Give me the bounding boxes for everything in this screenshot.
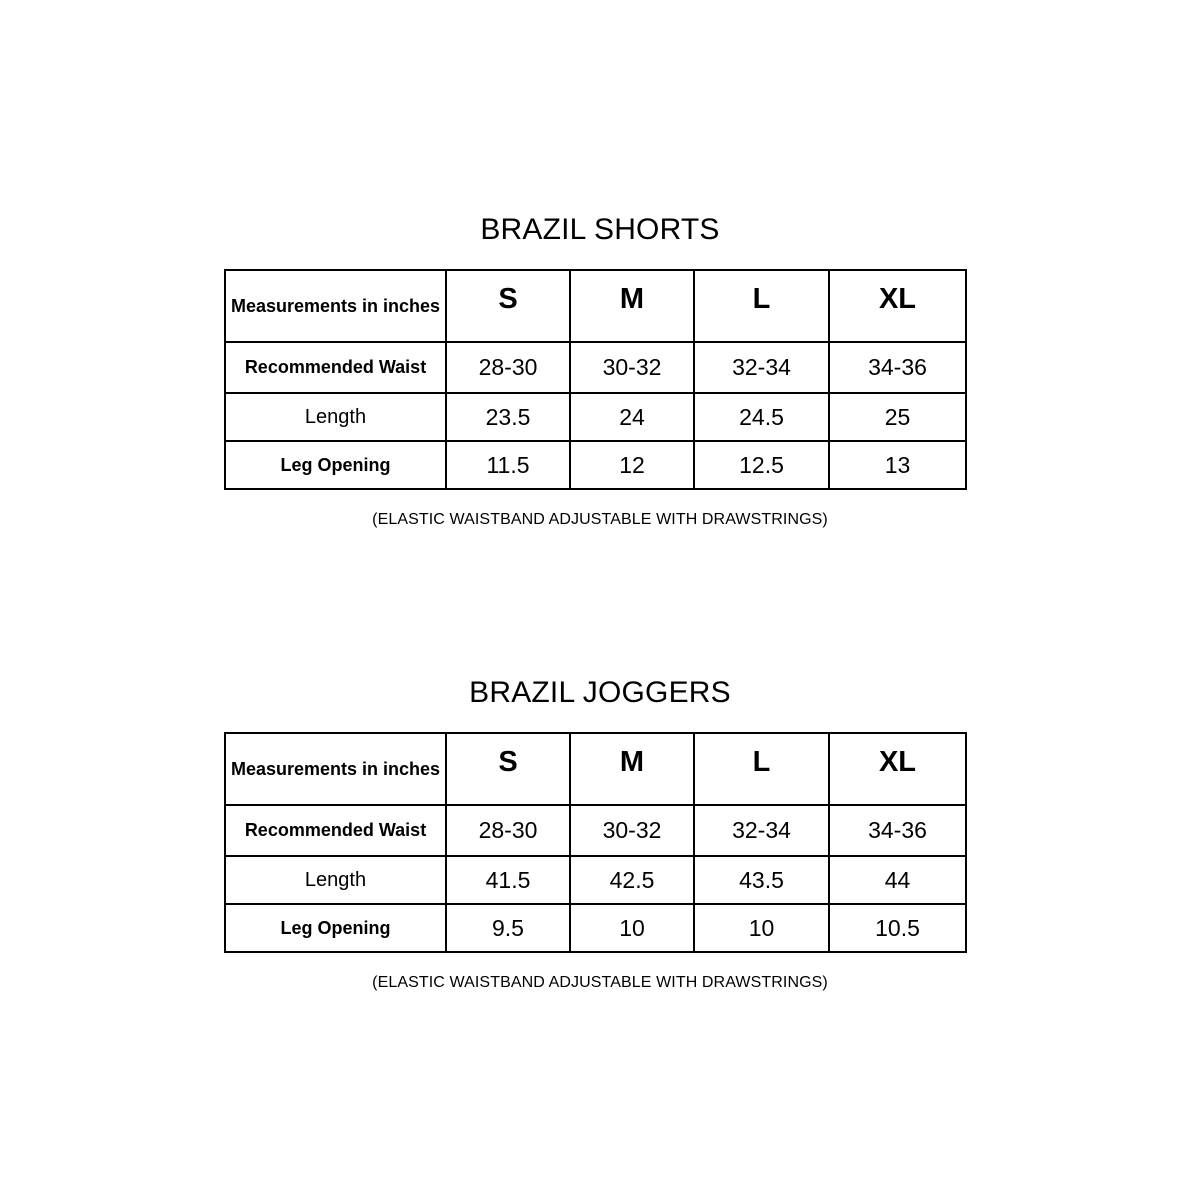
row-label: Recommended Waist [225,342,446,393]
size-table [224,732,967,953]
table-cell: 28-30 [446,342,570,393]
size-header-l: L [694,270,829,342]
size-chart-shorts [0,210,1200,528]
size-header-xl: XL [829,733,966,805]
size-header-l: L [694,733,829,805]
table-cell: 13 [829,441,966,489]
row-label: Length [225,856,446,904]
size-chart-joggers [0,673,1200,991]
table-row [225,856,966,904]
size-header-m: M [570,270,694,342]
table-cell: 28-30 [446,805,570,856]
header-row [225,733,966,805]
table-row [225,805,966,856]
chart-title: BRAZIL JOGGERS [469,676,731,709]
table-cell: 25 [829,393,966,441]
table-cell: 30-32 [570,805,694,856]
table-cell: 24.5 [694,393,829,441]
table-cell: 12 [570,441,694,489]
row-label: Leg Opening [225,441,446,489]
size-header-xl: XL [829,270,966,342]
table-cell: 10.5 [829,904,966,952]
table-cell: 12.5 [694,441,829,489]
table-cell: 43.5 [694,856,829,904]
chart-title: BRAZIL SHORTS [480,213,720,246]
size-header-s: S [446,270,570,342]
table-row [225,441,966,489]
table-cell: 34-36 [829,342,966,393]
table-cell: 30-32 [570,342,694,393]
table-row [225,904,966,952]
table-cell: 9.5 [446,904,570,952]
table-cell: 11.5 [446,441,570,489]
table-cell: 23.5 [446,393,570,441]
size-table [224,269,967,490]
size-header-s: S [446,733,570,805]
table-cell: 32-34 [694,805,829,856]
table-cell: 10 [570,904,694,952]
table-cell: 10 [694,904,829,952]
table-cell: 24 [570,393,694,441]
row-label: Recommended Waist [225,805,446,856]
table-cell: 42.5 [570,856,694,904]
row-label: Leg Opening [225,904,446,952]
header-row [225,270,966,342]
footnote: (ELASTIC WAISTBAND ADJUSTABLE WITH DRAWSTRINGS) [372,974,828,991]
header-label: Measurements in inches [225,270,446,342]
row-label: Length [225,393,446,441]
footnote: (ELASTIC WAISTBAND ADJUSTABLE WITH DRAWSTRINGS) [372,511,828,528]
size-header-m: M [570,733,694,805]
table-cell: 44 [829,856,966,904]
table-row [225,342,966,393]
table-cell: 32-34 [694,342,829,393]
table-cell: 34-36 [829,805,966,856]
table-row [225,393,966,441]
header-label: Measurements in inches [225,733,446,805]
table-cell: 41.5 [446,856,570,904]
